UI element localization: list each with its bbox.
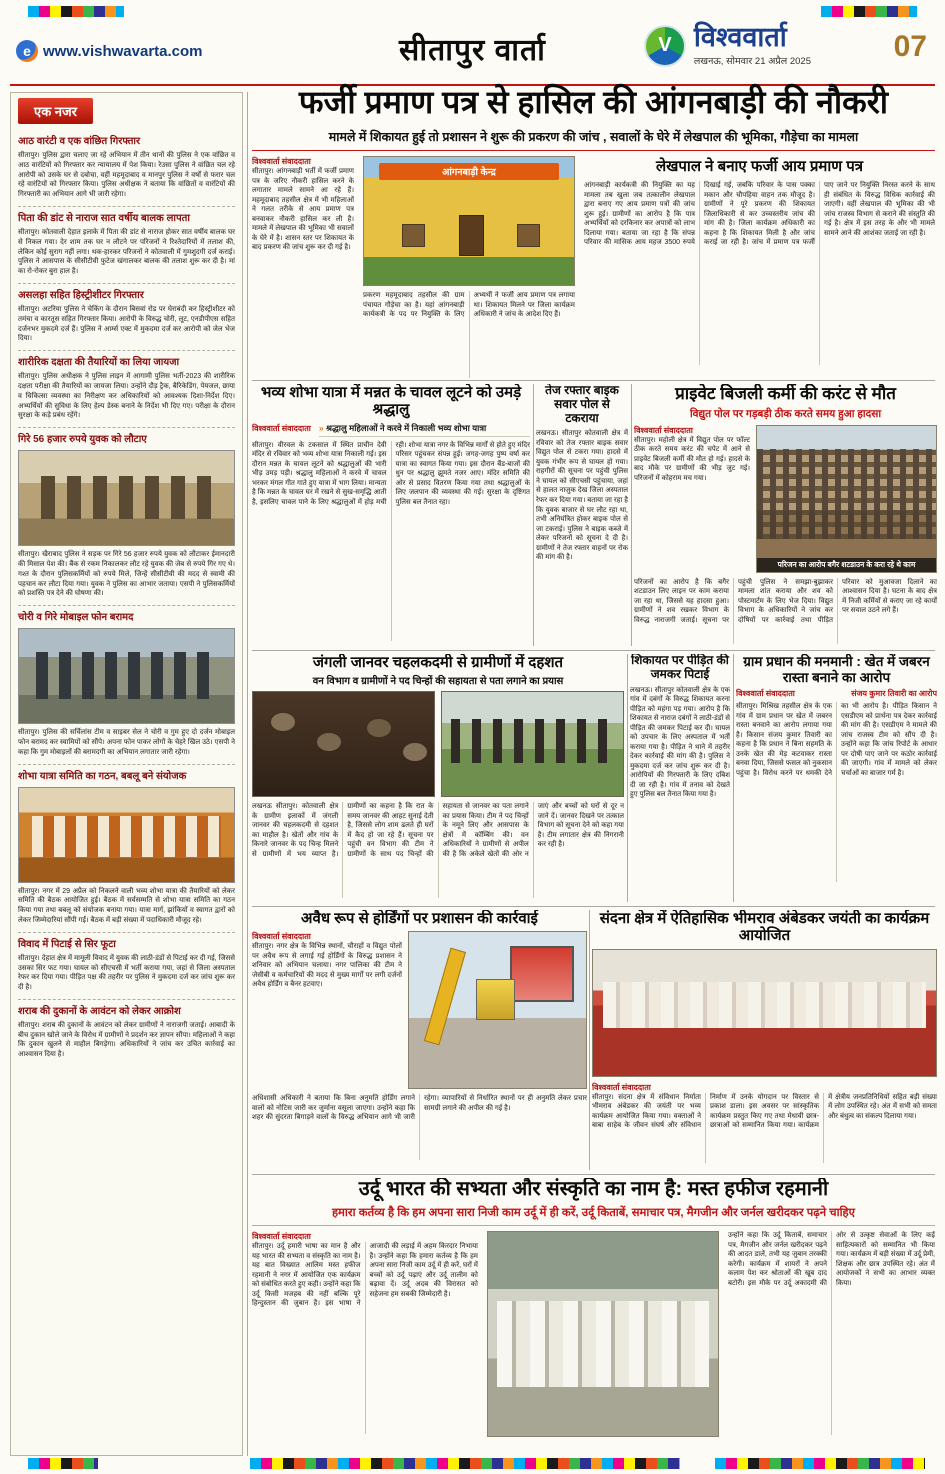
row-divider (252, 650, 935, 651)
lead-article (252, 156, 935, 378)
sidebar-body: सीतापुर। अटरिया पुलिस ने चेकिंग के दौरान बिसवां रोड पर घेराबंदी कर हिस्ट्रीशीटर को तमंचा व कारतूस सहित गिरफ्तार किया। आरोपी के विरुद्ध चोरी, लूट, एनडीपीएस सहित दर्जनभर मुकदमे दर्ज हैं। पुलिस ने आर्म्स एक्ट में मुकदमा दर्ज कर आरोपी को जेल भेज दिया। (18, 305, 235, 343)
sidebar-body: सीतापुर। पुलिस की सर्विलांस टीम व साइबर सेल ने चोरी व गुम हुए दो दर्जन मोबाइल फोन बरामद कर स्वामियों को सौंपे। अपना फोन पाकर लोगों के चेहरे खिल उठे। एसपी ने कहा कि गुम मोबाइलों की बरामदगी का अभियान लगातार जारी रहेगा। (18, 729, 235, 756)
sidebar-body: सीतापुर। पुलिस अधीक्षक ने पुलिस लाइन में आगामी पुलिस भर्ती-2023 की शारीरिक दक्षता परीक्षा की तैयारियों का जायजा लिया। उन्होंने दौड़ ट्रैक, बैरिकेडिंग, पेयजल, छाया व चिकित्सा व्यवस्था का निरीक्षण कर अधिकारियों को आवश्यक दिशा-निर्देश दिए। अभ्यर्थियों की सुविधा के लिए हेल्प डेस्क बनाने के निर्देश भी दिए गए। परीक्षा के दौरान सुरक्षा के कड़े प्रबंध रहेंगे। (18, 373, 235, 420)
article-headline: जंगली जानवर चहलकदमी से ग्रामीणों में दहशत (312, 654, 564, 671)
sidebar-article (18, 428, 235, 606)
article-subhead: वन विभाग व ग्रामीणों ने पद चिन्हों की सहायता से पता लगाने का प्रयास (312, 676, 564, 688)
sidebar-article (18, 284, 235, 351)
row-divider (252, 380, 935, 381)
crowd-protest-photo (756, 425, 937, 573)
article-headline: अवैध रूप से होर्डिंगों पर प्रशासन की कार्रवाई (301, 910, 538, 927)
column-divider (589, 910, 590, 1170)
article-rule (252, 1225, 935, 1226)
urdu-event-photo (487, 1231, 719, 1437)
sidebar-headline: शराब की दुकानों के आवंटन को लेकर आक्रोश (18, 1005, 181, 1017)
dateline: लखनऊ, सोमवार 21 अप्रैल 2025 (693, 56, 811, 67)
masthead (14, 20, 931, 80)
registration-marks-top-right (821, 6, 917, 17)
article-body: सीतापुर। महोली क्षेत्र में विद्युत पोल पर फॉल्ट ठीक करते समय करंट की चपेट में आने से प्राइवेट बिजली कर्मी की मौत हो गई। हादसे के बाद मौके पर ग्रामीणों की भीड़ जुट गई। परिजनों में कोहराम मच गया। (634, 436, 750, 482)
page-number: 07 (893, 30, 927, 63)
stage-event-photo (592, 949, 937, 1077)
brand-name: विश्ववार्ता (693, 22, 787, 52)
row-divider (252, 1174, 935, 1175)
one-glance-title: एक नजर (18, 98, 93, 124)
byline: विश्ववार्ता संवाददाता (252, 1232, 311, 1241)
article-headline: शिकायत पर पीड़ित की जमकर पिटाई (631, 654, 729, 681)
wild-animal-article (252, 654, 624, 902)
building-window (402, 224, 425, 247)
article-headline: भव्य शोभा यात्रा में मन्नत के चावल लूटने को उमड़े श्रद्धालु (260, 384, 522, 419)
registration-marks-bottom-center (250, 1458, 680, 1469)
sidebar-article (18, 351, 235, 428)
article-body: लखनऊ सीतापुर। कोतवाली क्षेत्र के ग्रामीण इलाकों में जंगली जानवर की चहलकदमी से दहशत का माहौल है। खेतों और गांव के किनारे जानवर के पद चिन्ह मिलने से ग्रामीणों में भय व्याप्त है। ग्रामीणों का कहना है कि रात के समय जानवर की आहट सुनाई देती है, जिससे लोग शाम ढलते ही घरों में कैद हो जा रहे हैं। सूचना पर पहुंची वन विभाग की टीम ने ग्रामीणों के साथ पद चिन्हों की सहायता से जानवर का पता लगाने का प्रयास किया। टीम ने पद चिन्हों के नमूने लिए और आसपास के क्षेत्रों में कॉम्बिंग की। वन अधिकारियों ने ग्रामीणों से अपील की है कि अकेले खेतों की ओर न जाएं और बच्चों को घरों से दूर न जाने दें। जानवर दिखने पर तत्काल विभाग को सूचना देने को कहा गया है। टीम लगातार क्षेत्र की निगरानी कर रही है। (252, 803, 624, 858)
one-glance-column (10, 92, 243, 1456)
recovered-mobiles-photo (18, 628, 235, 724)
website-url[interactable]: www.vishwavarta.com (43, 42, 203, 60)
hoarding-removal-photo (408, 931, 587, 1089)
lead-section2-headline: लेखपाल ने बनाए फर्जी आय प्रमाण पत्र (655, 158, 864, 175)
sidebar-body: सीतापुर। खैराबाद पुलिस ने सड़क पर गिरे 56 हजार रुपये युवक को लौटाकर ईमानदारी की मिसाल पेश की। बैंक से रकम निकालकर लौट रहे युवक की जेब से रुपये गिर गए थे। गश्त के दौरान पुलिसकर्मियों को रुपये मिले, जिन्हें सीसीटीवी की मदद से स्वामी की पहचान कर लौटा दिया गया। युवक ने पुलिस का आभार जताया। एसपी ने पुलिसकर्मियों को प्रशस्ति पत्र देने की घोषणा की। (18, 551, 235, 598)
sidebar-article (18, 1000, 235, 1066)
hoarding-board (510, 946, 574, 1002)
article-headline: ग्राम प्रधान की मनमानी : खेत में जबरन रास्ता बनाने का आरोप (743, 654, 930, 685)
article-subhead: विद्युत पोल पर गड़बड़ी ठीक करते समय हुआ हादसा (689, 407, 882, 420)
sidebar-body: सीतापुर। पुलिस द्वारा चलाए जा रहे अभियान में तीन थानों की पुलिस ने एक वांछित व आठ वारंटियों को गिरफ्तार कर न्यायालय में पेश किया। रेउसा पुलिस ने वांछित चल रहे आरोपी को उसके घर से दबोचा, वहीं महमूदाबाद व मानपुर पुलिस ने वर्षों से फरार चल रहे वारंटियों को गिरफ्तार किया। पुलिस अधीक्षक ने बताया कि वांछितों व वारंटियों की गिरफ्तारी का अभियान आगे भी जारी रहेगा। (18, 152, 235, 199)
pugmarks-photo (252, 691, 435, 797)
gram-pradhan-article (736, 654, 937, 902)
hoardings-article (252, 910, 587, 1170)
article-headline: संदना क्षेत्र में ऐतिहासिक भीमराव अंबेडकर जयंती का कार्यक्रम आयोजित (599, 910, 930, 945)
lead-rule (252, 150, 935, 151)
article-body-continued: अधिशासी अधिकारी ने बताया कि बिना अनुमति होर्डिंग लगाने वालों को नोटिस जारी कर जुर्माना वसूला जाएगा। उन्होंने कहा कि शहर की सुंदरता बिगाड़ने वालों के विरुद्ध अभियान आगे भी जारी रहेगा। व्यापारियों से निर्धारित स्थानों पर ही अनुमति लेकर प्रचार सामग्री लगाने की अपील की गई है। (252, 1095, 587, 1122)
sidebar-body: सीतापुर। शराब की दुकानों के आवंटन को लेकर ग्रामीणों ने नाराजगी जताई। आबादी के बीच दुकान खोले जाने के विरोध में ग्रामीणों ने प्रदर्शन कर ज्ञापन सौंपा। महिलाओं ने कहा कि दुकान खुलने से माहौल बिगड़ेगा। अधिकारियों ने जांच कर उचित कार्रवाई का आश्वासन दिया है। (18, 1021, 235, 1059)
anganwadi-centre-photo (363, 156, 575, 286)
byline: विश्ववार्ता संवाददाता (634, 425, 693, 435)
article-body-continued: परिजनों का आरोप है कि बगैर शटडाउन लिए लाइन पर काम कराया जा रहा था, जिससे यह हादसा हुआ। ग्रामीणों ने शव रखकर विभाग के विरुद्ध नाराजगी जताई। सूचना पर पहुंची पुलिस ने समझा-बुझाकर मामला शांत कराया और शव को पोस्टमार्टम के लिए भेज दिया। विद्युत विभाग के अधिकारियों ने जांच कर दोषियों पर कार्रवाई तथा पीड़ित परिवार को मुआवजा दिलाने का आश्वासन दिया है। घटना के बाद क्षेत्र में निजी कर्मियों से कराए जा रहे कार्यों पर सवाल उठने लगे हैं। (634, 578, 937, 624)
shobha-yatra-committee-photo (18, 787, 235, 883)
sidebar-article (18, 130, 235, 207)
bike-accident-article (536, 384, 628, 646)
lead-headline: फर्जी प्रमाण पत्र से हासिल की आंगनबाड़ी की नौकरी (298, 84, 889, 120)
sidebar-body: सीतापुर। नगर में 29 अप्रैल को निकलने वाली भव्य शोभा यात्रा की तैयारियों को लेकर समिति की बैठक आयोजित हुई। बैठक में सर्वसम्मति से शोभा यात्रा समिति का गठन किया गया तथा बबलू को संयोजक बनाया गया। यात्रा मार्ग, झांकियों व स्वागत द्वारों को लेकर जिम्मेदारियां सौंपी गईं। बैठक में बड़ी संख्या में पदाधिकारी मौजूद रहे। (18, 887, 235, 924)
hoarding-board (476, 979, 515, 1020)
row-divider (252, 906, 935, 907)
sidebar-headline: गिरे 56 हजार रुपये युवक को लौटाए (18, 434, 147, 446)
e-globe-icon: e (16, 40, 38, 62)
byline: विश्ववार्ता संवाददाता (736, 689, 795, 699)
beating-article (630, 654, 730, 902)
article-body: सीतापुर। उर्दू हमारी भाषा का मान है और यह भारत की सभ्यता व संस्कृति का नाम है। यह बात विख्यात आलिम मस्त हफीज रहमानी ने नगर में आयोजित एक कार्यक्रम को संबोधित करते हुए कही। उन्होंने कहा कि उर्दू किसी मजहब की नहीं बल्कि पूरे हिन्दुस्तान की जुबान है। इस भाषा ने आजादी की लड़ाई में अहम किरदार निभाया है। उन्होंने कहा कि हमारा कर्तव्य है कि हम अपना सारा निजी काम उर्दू में ही करें, घरों में बच्चों को उर्दू पढ़ाएं और उर्दू तालीम को बढ़ावा दें। उर्दू अदब की विरासत को सहेजना हम सबकी जिम्मेदारी है। (252, 1243, 478, 1308)
column-divider (631, 384, 632, 646)
article-body-continued: उन्होंने कहा कि उर्दू किताबें, समाचार पत्र, मैगजीन और जर्नल खरीदकर पढ़ने की आदत डालें, तभी यह जुबान तरक्की करेगी। कार्यक्रम में शायरों ने अपने कलाम पेश कर श्रोताओं की खूब दाद बटोरी। इस मौके पर उर्दू अकादमी की ओर से उत्कृष्ट सेवाओं के लिए कई साहित्यकारों को सम्मानित भी किया गया। कार्यक्रम में बड़ी संख्या में उर्दू प्रेमी, शिक्षक और छात्र उपस्थित रहे। अंत में आयोजकों ने सभी का आभार व्यक्त किया। (728, 1232, 935, 1287)
shobha-yatra-article (252, 384, 530, 646)
sidebar-headline: पिता की डांट से नाराज सात वर्षीय बालक लापता (18, 212, 190, 224)
crane-machine (424, 948, 466, 1045)
article-subhead: हमारा कर्तव्य है कि हम अपना सारा निजी काम उर्दू में ही करें, उर्दू किताबें, समाचार पत्र, मैगजीन और जर्नल खरीदकर पढ़ने चाहिए (331, 1207, 856, 1219)
registration-marks-top-left (28, 6, 124, 17)
lead-body: सीतापुर। आंगनबाड़ी भर्ती में फर्जी प्रमाण पत्र के जरिए नौकरी हासिल करने के लगातार मामले सामने आ रहे हैं। महमूदाबाद तहसील क्षेत्र में भी महिलाओं ने गलत तरीके से आय प्रमाण पत्र बनवाकर नौकरी हासिल कर ली है। मामले में लेखपाल की भूमिका भी सवालों के घेरे में है। शासन स्तर पर शिकायत के बाद प्रकरण की जांच शुरू कर दी गई है। (252, 168, 354, 252)
lead-body-continued: प्रकरण महमूदाबाद तहसील की ग्राम पंचायत गौड़ेचा का है। यहां आंगनबाड़ी कार्यकत्री के पद पर नियुक्ति के लिए अभ्यर्थी ने फर्जी आय प्रमाण पत्र लगाया था। शिकायत मिलने पर जिला कार्यक्रम अधिकारी ने जांच के आदेश दिए हैं। (363, 292, 575, 319)
column-divider (247, 92, 248, 1456)
sidebar-headline: आठ वारंटी व एक वांछित गिरफ्तार (18, 136, 141, 147)
registration-marks-bottom-right (715, 1458, 925, 1469)
sidebar-headline: विवाद में पिटाई से सिर फूटा (18, 938, 116, 950)
sidebar-body: सीतापुर। कोतवाली देहात इलाके में पिता की डांट से नाराज होकर सात वर्षीय बालक घर से निकल गया। देर शाम तक घर न लौटने पर परिजनों ने रिश्तेदारियों में तलाश की, लेकिन कोई सुराग नहीं लगा। थक-हारकर परिजनों ने कोतवाली में गुमशुदगी दर्ज कराई। पुलिस ने आसपास के सीसीटीवी फुटेज खंगालकर बालक की तलाश शुरू कर दी है। मां का रो-रोकर बुरा हाल है। (18, 228, 235, 276)
electric-death-article (634, 384, 937, 646)
article-headline: उर्दू भारत की सभ्यता और संस्कृति का नाम है: मस्त हफीज रहमानी (358, 1178, 829, 1200)
column-divider (533, 384, 534, 646)
pull-quote (319, 423, 530, 437)
building-door (459, 215, 484, 256)
byline: विश्ववार्ता संवाददाता (252, 932, 311, 942)
byline: विश्ववार्ता संवाददाता (592, 1082, 651, 1092)
column-divider (733, 654, 734, 902)
lead-subhead: मामले में शिकायत हुई तो प्रशासन ने शुरू की प्रकरण की जांच , सवालों के घेरे में लेखपाल की भूमिका, गौड़ेचा का मामला (328, 130, 859, 144)
article-body: सीतापुर। मिश्रिख तहसील क्षेत्र के एक गांव में ग्राम प्रधान पर खेत में जबरन रास्ता बनवाने का आरोप लगाया गया है। किसान संजय कुमार तिवारी का कहना है कि प्रधान ने बिना सहमति के उनके खेत की मेड़ कटवाकर रास्ता बनवा दिया, जिससे फसल को नुकसान पहुंचा है। विरोध करने पर धमकी देने का भी आरोप है। पीड़ित किसान ने एसडीएम को प्रार्थना पत्र देकर कार्रवाई की मांग की है। एसडीएम ने मामले की जांच राजस्व टीम को सौंप दी है। उन्होंने कहा कि जांच रिपोर्ट के आधार पर दोषी पाए जाने पर कठोर कार्रवाई की जाएगी। गांव में मामले को लेकर चर्चाओं का बाजार गर्म है। (736, 703, 937, 777)
sidebar-headline: चोरी व गिरे मोबाइल फोन बरामद (18, 612, 134, 624)
pull-quote-text: श्रद्धालु महिलाओं ने करवे में निकाली भव्य शोभा यात्रा (325, 422, 487, 433)
ambedkar-jayanti-article (592, 910, 937, 1170)
accusation-note: संजय कुमार तिवारी का आरोप (851, 689, 937, 699)
brand-block (644, 24, 811, 67)
photo-caption: परिजन का आरोप बगैर शटडाउन के करा रहे थे काम (757, 558, 936, 572)
sidebar-headline: असलहा सहित हिस्ट्रीशीटर गिरफ्तार (18, 289, 144, 301)
sidebar-article (18, 606, 235, 764)
sidebar-headline: शारीरिक दक्षता की तैयारियों का लिया जायजा (18, 357, 180, 369)
pull-quote-mark-icon: » (318, 422, 324, 433)
article-headline: प्राइवेट बिजली कर्मी की करंट से मौत (675, 384, 896, 403)
article-body: लखनऊ। सीतापुर कोतवाली क्षेत्र में रविवार को तेज रफ्तार बाइक सवार विद्युत पोल से टकरा गया। हादसे में युवक गंभीर रूप से घायल हो गया। राहगीरों की सूचना पर पहुंची पुलिस ने घायल को सीएचसी पहुंचाया, जहां से हालत नाजुक देख जिला अस्पताल रेफर कर दिया गया। बताया जा रहा है कि युवक बाजार से घर लौट रहा था, तभी अनियंत्रित होकर बाइक पोल से जा टकराई। पुलिस ने बाइक कब्जे में लेकर परिजनों को सूचना दे दी है। ग्रामीणों ने तेज रफ्तार वाहनों पर रोक की मांग की है। (536, 430, 628, 562)
article-body: सीतापुर। वीरवल के टकसाल में स्थित प्राचीन देवी मंदिर से रविवार को भव्य शोभा यात्रा निकाली गई। इस दौरान मन्नत के चावल लूटने को श्रद्धालुओं की भारी भीड़ उमड़ पड़ी। श्रद्धालु महिलाओं ने करवे में चावल भरकर मंगल गीत गाते हुए यात्रा में भाग लिया। मान्यता है कि मन्नत के चावल घर में रखने से सुख-समृद्धि आती है, इसलिए चावल पाने के लिए श्रद्धालुओं में होड़ मची रही। शोभा यात्रा नगर के विभिन्न मार्गों से होते हुए मंदिर परिसर पहुंचकर संपन्न हुई। जगह-जगह पुष्प वर्षा कर यात्रा का स्वागत किया गया। इस दौरान बैंड-बाजों की धुन पर श्रद्धालु झूमते नजर आए। मंदिर समिति की ओर से प्रसाद वितरण किया गया तथा श्रद्धालुओं के लिए जलपान की व्यवस्था की गई। सुरक्षा के दृष्टिगत पुलिस बल तैनात रहा। (252, 441, 530, 506)
article-body: लखनऊ। सीतापुर कोतवाली क्षेत्र के एक गांव में दबंगों के विरुद्ध शिकायत करना पीड़ित को महंगा पड़ गया। आरोप है कि शिकायत से नाराज दबंगों ने लाठी-डंडों से पीड़ित की जमकर पिटाई कर दी। घायल को उपचार के लिए अस्पताल में भर्ती कराया गया है। पीड़ित ने थाने में तहरीर देकर कार्रवाई की मांग की है। पुलिस ने मुकदमा दर्ज कर जांच शुरू कर दी है। आरोपियों की गिरफ्तारी के लिए दबिश दी जा रही है। गांव में तनाव को देखते हुए पुलिस बल तैनात किया गया है। (630, 686, 730, 799)
sidebar-article (18, 765, 235, 933)
sidebar-body: सीतापुर। देहात क्षेत्र में मामूली विवाद में युवक की लाठी-डंडों से पिटाई कर दी गई, जिससे उसका सिर फट गया। घायल को सीएचसी में भर्ती कराया गया, जहां से जिला अस्पताल रेफर कर दिया गया। पीड़ित पक्ष की तहरीर पर पुलिस ने मुकदमा दर्ज कर जांच शुरू कर दी है। (18, 954, 235, 992)
building-window (517, 224, 540, 247)
registration-marks-bottom-left (28, 1458, 98, 1469)
byline: विश्ववार्ता संवाददाता (252, 423, 311, 433)
urdu-article (252, 1178, 935, 1456)
police-cash-return-photo (18, 450, 235, 546)
anganwadi-sign-text: आंगनबाड़ी केन्द्र (379, 163, 560, 180)
column-divider (627, 654, 628, 902)
vishwavarta-logo-icon: V (644, 25, 686, 67)
sidebar-article (18, 933, 235, 1000)
article-body: सीतापुर। संदना क्षेत्र में संविधान निर्माता भीमराव अंबेडकर की जयंती पर भव्य कार्यक्रम आयोजित किया गया। वक्ताओं ने बाबा साहेब के जीवन संघर्ष और संविधान निर्माण में उनके योगदान पर विस्तार से प्रकाश डाला। इस अवसर पर सांस्कृतिक कार्यक्रम प्रस्तुत किए गए तथा मेधावी छात्र-छात्राओं को सम्मानित किया गया। कार्यक्रम में क्षेत्रीय जनप्रतिनिधियों सहित बड़ी संख्या में लोग उपस्थित रहे। अंत में सभी को समता और बंधुत्व का संकल्प दिलाया गया। (592, 1093, 937, 1130)
article-body: सीतापुर। नगर क्षेत्र के विभिन्न स्थानों, चौराहों व विद्युत पोलों पर अवैध रूप से लगाई गई होर्डिंगों के विरुद्ध प्रशासन ने शनिवार को अभियान चलाया। नगर पालिका की टीम ने जेसीबी व कर्मचारियों की मदद से मुख्य मार्गों पर लगी दर्जनों अवैध होर्डिंग व बैनर हटवाए। (252, 943, 402, 989)
article-headline: तेज रफ्तार बाइक सवार पोल से टकराया (545, 384, 619, 425)
sidebar-article (18, 207, 235, 284)
villagers-field-photo (441, 691, 624, 797)
byline: विश्ववार्ता संवाददाता (252, 157, 311, 166)
page-section-title: सीतापुर वार्ता (399, 34, 546, 67)
lead-section2-body: आंगनबाड़ी कार्यकत्री की नियुक्ति का यह मामला तब खुला जब तत्कालीन लेखपाल द्वारा बनाए गए आय प्रमाण पत्रों की जांच शुरू हुई। ग्रामीणों का आरोप है कि पात्र अभ्यर्थियों को दरकिनार कर अपात्रों को लाभ दिलाया गया। बताया जा रहा है कि संपन्न परिवार की मासिक आय महज 3500 रुपये दिखाई गई, जबकि परिवार के पास पक्का मकान और चौपहिया वाहन तक मौजूद है। ग्रामीणों ने पूरे प्रकरण की शिकायत जिलाधिकारी से कर उच्चस्तरीय जांच की मांग की है। जिला कार्यक्रम अधिकारी का कहना है कि शिकायत मिली है और जांच कराई जा रही है। जांच में प्रमाण पत्र फर्जी पाए जाने पर नियुक्ति निरस्त करने के साथ ही संबंधित के विरुद्ध विधिक कार्रवाई की जाएगी। वहीं लेखपाल की भूमिका की भी जांच राजस्व विभाग से कराने की संस्तुति की गई है। क्षेत्र में इस तरह के और भी मामले सामने आने की आशंका जताई जा रही है। (584, 182, 935, 247)
sidebar-headline: शोभा यात्रा समिति का गठन, बबलू बने संयोजक (18, 770, 187, 782)
